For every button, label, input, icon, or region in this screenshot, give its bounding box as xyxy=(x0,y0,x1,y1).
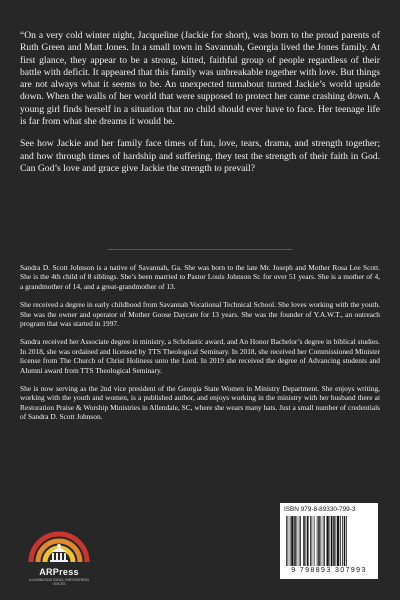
barcode-bar xyxy=(340,516,341,566)
barcode-bar xyxy=(342,516,343,566)
barcode-icon xyxy=(286,516,372,566)
barcode-bar xyxy=(310,516,311,566)
barcode-bar xyxy=(330,516,331,566)
barcode-bar xyxy=(337,516,339,566)
publisher-tagline: ILLUMINATING IDEAS, EMPOWERING VOICES xyxy=(28,578,90,586)
barcode-bar xyxy=(307,516,309,566)
bio-paragraph-4: She is now serving as the 2nd vice president of the Georgia State Women in Ministry Department. She enjoys writing, working with the youth and women, is a published author, and enjoys working in the ministry with her husband there at Restoration Praise & Worship Ministries in Allendale, SC, where she wears many hats. Just a small number of credentials of Sandra D. Scott Johnson. xyxy=(20,384,380,422)
barcode-bar xyxy=(290,516,291,566)
barcode-bar xyxy=(300,516,301,566)
bio-paragraph-2: She received a degree in early childhood from Savannah Vocational Technical School. She loves working with the youth. She was the owner and operator of Mother Goose Daycare for 13 years. She was the founder of Y.A.W.T., an outreach program that was started in 1997. xyxy=(20,300,380,329)
barcode-bar xyxy=(297,516,298,566)
section-divider xyxy=(108,249,292,250)
isbn-label: ISBN 979-8-89330-799-3 xyxy=(284,506,356,513)
author-bio xyxy=(20,263,380,431)
barcode-bar xyxy=(317,516,318,566)
barcode-bar xyxy=(306,516,307,566)
publisher-name: ARPress xyxy=(39,567,79,577)
bio-paragraph-1: Sandra D. Scott Johnson is a native of Savannah, Ga. She was born to the late Mr. Joseph and Mother Rosa Lee Scott. She is the 4th child of 8 siblings. She’s been married to Pastor Louis Johnson Sr. for over 51 years. She is a mother of 4, a grandmother of 14, and a great-grandmother of 13. xyxy=(20,263,380,291)
barcode-bar xyxy=(288,516,289,566)
barcode-bar xyxy=(286,516,287,566)
barcode-bar xyxy=(344,516,346,566)
barcode-bar xyxy=(314,516,315,566)
blurb-paragraph-2: See how Jackie and her family face times of fun, love, tears, drama, and strength together; and how through times of hardship and suffering, they test the strength of their faith in God. Can God’s love and grace give Jackie the strength to prevail? xyxy=(20,138,380,174)
barcode-bar xyxy=(303,516,305,566)
barcode-bar xyxy=(318,516,320,566)
barcode-bar xyxy=(336,516,337,566)
barcode-bar xyxy=(333,516,335,566)
bio-paragraph-3: Sandra received her Associate degree in ministry, a Scholastic award, and An Honor Bachelor’s degree in biblical studies. In 2018, she was ordained and licensed by TTS Theological Seminary. In 2018, she received her Commissioned Minister license from The Church of Christ Holiness unto the Lord. In 2019 she received the degree of Advancing students and Alumni award from TTS Theological Seminary. xyxy=(20,337,380,375)
barcode-bar xyxy=(321,516,322,566)
barcode-bar xyxy=(323,516,324,566)
barcode-bar xyxy=(299,516,300,566)
barcode-bar xyxy=(324,516,325,566)
barcode-digits: 9 798893 307993 xyxy=(291,567,367,574)
blurb-paragraph-1: “On a very cold winter night, Jacqueline (Jackie for short), was born to the proud parents of Ruth Green and Matt Jones. In a small town in Savannah, Georgia lived the Jones family. At first glance, they appear to be a strong, kitted, faithful group of people regardless of their battle with deficit. It appeared that this family was unbreakable together with love. But things are not always what it seems to be. An unexpected turnabout turned Jackie’s world upside down. When the walls of her world that were supposed to protect her came crashing down. A young girl finds herself in a situation that no child should ever have to face. Her teenage life is far from what she dreams it would be. xyxy=(20,30,380,128)
barcode-bar xyxy=(346,516,347,566)
isbn-barcode-panel xyxy=(280,503,378,579)
barcode-bar xyxy=(312,516,313,566)
barcode-bar xyxy=(327,516,329,566)
barcode-bar xyxy=(291,516,293,566)
barcode-bar xyxy=(331,516,333,566)
barcode-bar xyxy=(294,516,296,566)
book-blurb xyxy=(20,30,380,185)
